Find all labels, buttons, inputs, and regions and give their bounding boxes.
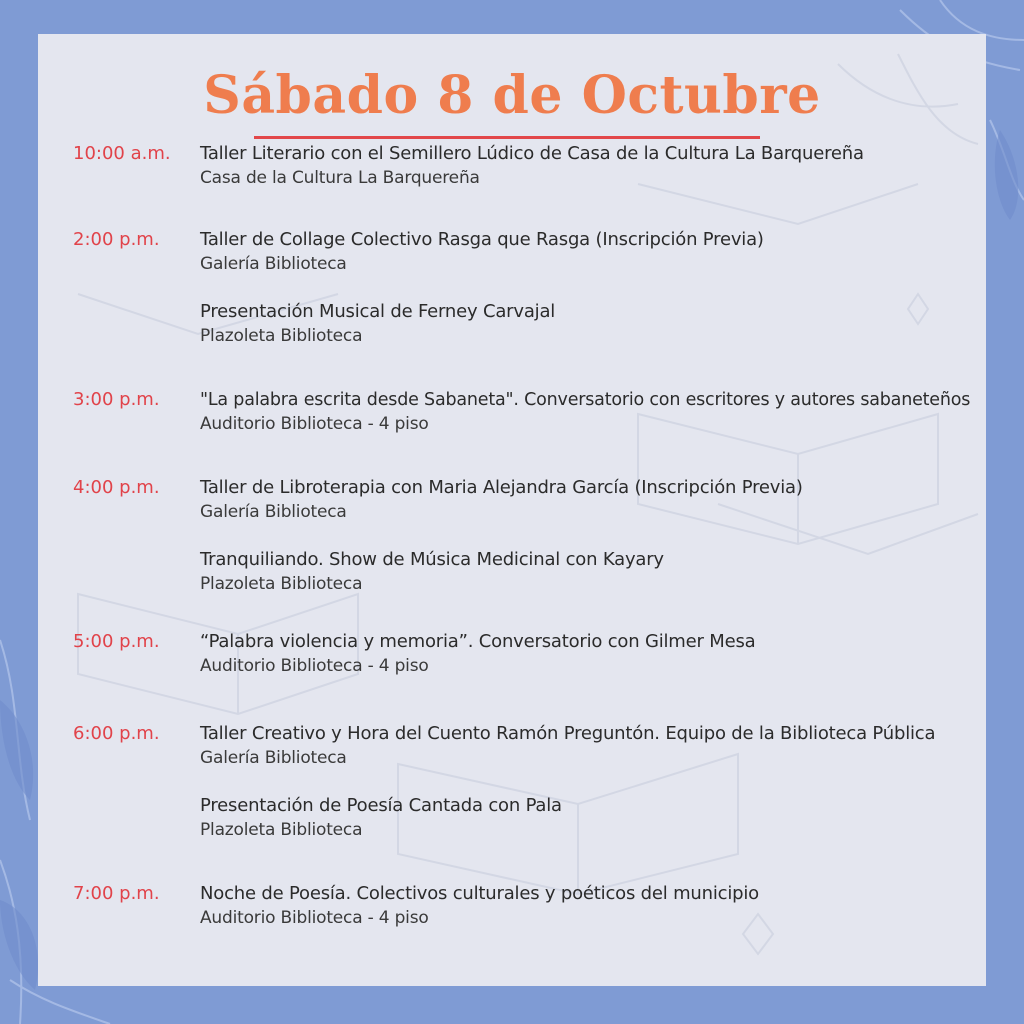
event-item (200, 388, 970, 436)
event-place: Auditorio Biblioteca - 4 piso (200, 656, 429, 676)
slot-time: 10:00 a.m. (73, 143, 171, 164)
event-item (200, 300, 555, 348)
event-item (200, 548, 664, 596)
event-title: Taller de Collage Colectivo Rasga que Rasga (Inscripción Previa) (200, 229, 764, 250)
slot-time: 5:00 p.m. (73, 631, 160, 652)
event-title: Taller Creativo y Hora del Cuento Ramón Preguntón. Equipo de la Biblioteca Pública (200, 723, 936, 744)
event-place: Plazoleta Biblioteca (200, 326, 363, 346)
event-place: Galería Biblioteca (200, 748, 347, 768)
event-title: “Palabra violencia y memoria”. Conversatorio con Gilmer Mesa (200, 631, 756, 652)
event-title: Tranquiliando. Show de Música Medicinal con Kayary (200, 549, 664, 570)
event-title: Taller Literario con el Semillero Lúdico de Casa de la Cultura La Barquereña (200, 143, 864, 164)
event-place: Galería Biblioteca (200, 254, 347, 274)
event-place: Plazoleta Biblioteca (200, 820, 363, 840)
slot-time: 7:00 p.m. (73, 883, 160, 904)
slot-time: 6:00 p.m. (73, 723, 160, 744)
event-item (200, 476, 803, 524)
event-title: Taller de Libroterapia con Maria Alejandra García (Inscripción Previa) (200, 477, 803, 498)
slot-time: 2:00 p.m. (73, 229, 160, 250)
page-title: Sábado 8 de Octubre (203, 65, 821, 126)
event-item (200, 228, 764, 276)
event-place: Auditorio Biblioteca - 4 piso (200, 414, 429, 434)
event-place: Auditorio Biblioteca - 4 piso (200, 908, 429, 928)
schedule-panel (38, 34, 986, 986)
event-place: Casa de la Cultura La Barquereña (200, 168, 480, 188)
event-item (200, 722, 935, 770)
event-title: Noche de Poesía. Colectivos culturales y poéticos del municipio (200, 883, 759, 904)
event-item (200, 794, 562, 842)
slot-time: 4:00 p.m. (73, 477, 160, 498)
event-item (200, 630, 755, 678)
event-title: "La palabra escrita desde Sabaneta". Conversatorio con escritores y autores sabaneteños (200, 390, 971, 410)
event-item (200, 882, 759, 930)
event-title: Presentación Musical de Ferney Carvajal (200, 301, 556, 322)
event-item (200, 142, 864, 190)
title-underline (254, 136, 760, 139)
event-place: Plazoleta Biblioteca (200, 574, 363, 594)
event-title: Presentación de Poesía Cantada con Pala (200, 795, 562, 816)
slot-time: 3:00 p.m. (73, 389, 160, 410)
event-place: Galería Biblioteca (200, 502, 347, 522)
